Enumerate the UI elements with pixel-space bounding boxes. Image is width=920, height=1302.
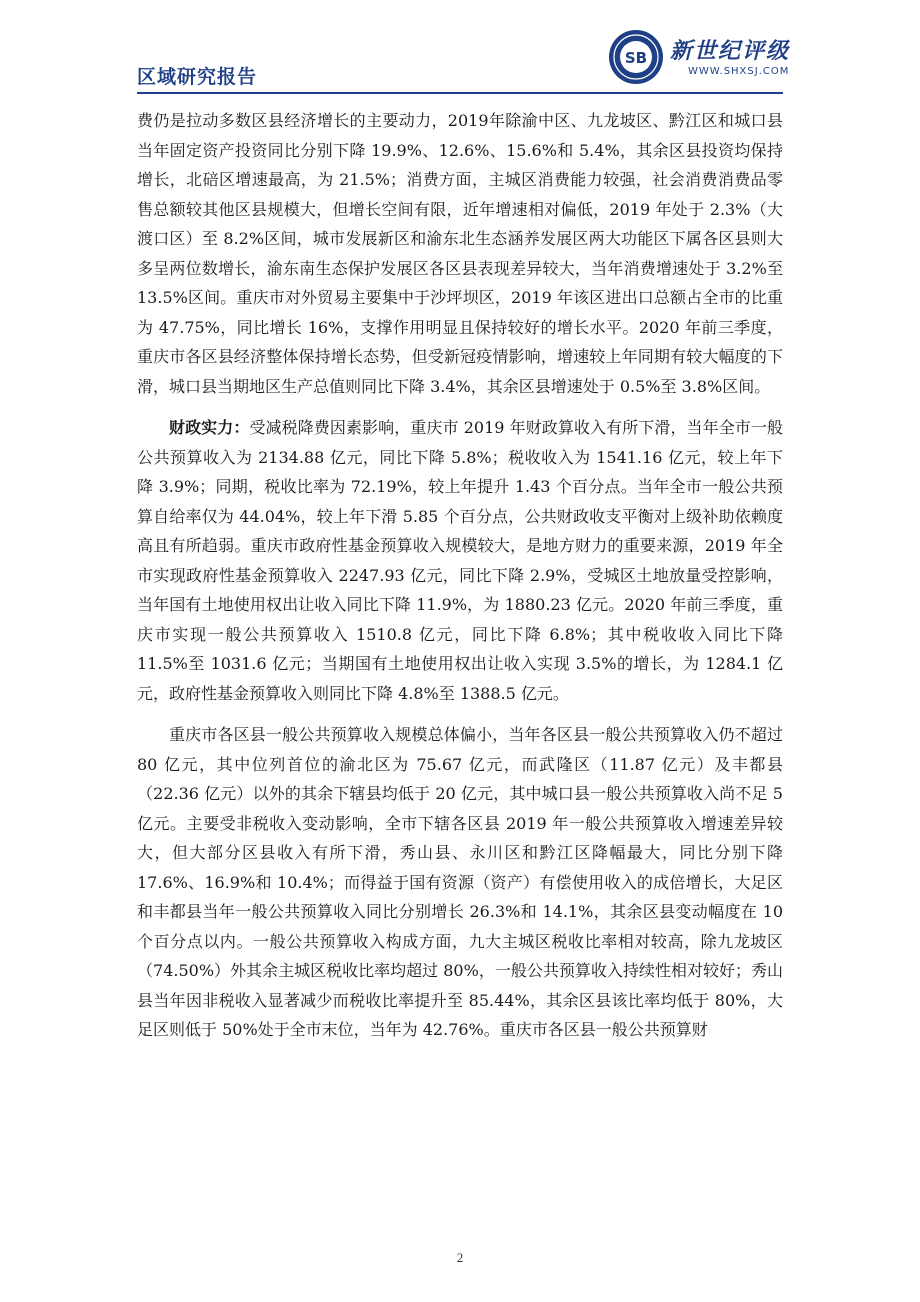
paragraph-fiscal-strength [137,413,783,708]
company-logo-icon [607,28,665,86]
page-number: 2 [456,1250,464,1265]
paragraph-district-revenue [137,720,783,1045]
report-section-title: 区域研究报告 [137,66,258,88]
report-body [137,106,783,1057]
paragraph-text: 费仍是拉动多数区县经济增长的主要动力，2019年除渝中区、九龙坡区、黔江区和城口县当年固定资产投资同比分别下降 19.9%、12.6%、15.6%和 5.4%，其余区县投资均保持增长，北碚区增速最高，为 21.5%；消费方面，主城区消费能力较强，社会消费消费品零售总额较其他区县规模大，但增长空间有限，近年增速相对偏低，2019 年处于 2.3%（大渡口区）至 8.2%区间，城市发展新区和渝东北生态涵养发展区两大功能区下属各区县则大多呈两位数增长，渝东南生态保护发展区各区县表现差异较大，当年消费增速处于 3.2%至 13.5%区间。重庆市对外贸易主要集中于沙坪坝区，2019 年该区进出口总额占全市的比重为 47.75%，同比增长 16%，支撑作用明显且保持较好的增长水平。2020 年前三季度，重庆市各区县经济整体保持增长态势，但受新冠疫情影响，增速较上年同期有较大幅度的下滑，城口县当期地区生产总值则同比下降 3.4%，其余区县增速处于 0.5%至 3.8%区间。 [137,111,783,396]
paragraph-text: 受减税降费因素影响，重庆市 2019 年财政算收入有所下滑，当年全市一般公共预算收入为 2134.88 亿元，同比下降 5.8%；税收收入为 1541.16 亿元，较上年下降 3.9%；同期，税收比率为 72.19%，较上年提升 1.43 个百分点。当年全市一般公共预算自给率仅为 44.04%，较上年下滑 5.85 个百分点，公共财政收支平衡对上级补助依赖度高且有所趋弱。重庆市政府性基金预算收入规模较大，是地方财力的重要来源，2019 年全市实现政府性基金预算收入 2247.93 亿元，同比下降 2.9%，受城区土地放量受控影响，当年国有土地使用权出让收入同比下降 11.9%，为 1880.23 亿元。2020 年前三季度，重庆市实现一般公共预算收入 1510.8 亿元，同比下降 6.8%；其中税收收入同比下降 11.5%至 1031.6 亿元；当期国有土地使用权出让收入实现 3.5%的增长，为 1284.1 亿元，政府性基金预算收入则同比下降 4.8%至 1388.5 亿元。 [137,418,783,703]
company-name: 新世纪评级 [670,39,791,64]
paragraph-lead: 财政实力： [169,418,250,437]
paragraph-consumption [137,106,783,401]
logo-emblem-text: SB [624,49,648,67]
header-divider [137,92,783,94]
page-header [0,0,920,110]
company-url: WWW.SHXSJ.COM [688,66,790,77]
paragraph-text: 重庆市各区县一般公共预算收入规模总体偏小，当年各区县一般公共预算收入仍不超过 80 亿元，其中位列首位的渝北区为 75.67 亿元，而武隆区（11.87 亿元）及丰都县（22.36 亿元）以外的其余下辖县均低于 20 亿元，其中城口县一般公共预算收入尚不足 5 亿元。主要受非税收入变动影响，全市下辖各区县 2019 年一般公共预算收入增速差异较大，但大部分区县收入有所下滑，秀山县、永川区和黔江区降幅最大，同比分别下降 17.6%、16.9%和 10.4%；而得益于国有资源（资产）有偿使用收入的成倍增长，大足区和丰都县当年一般公共预算收入同比分别增长 26.3%和 14.1%，其余区县变动幅度在 10 个百分点以内。一般公共预算收入构成方面，九大主城区税收比率相对较高，除九龙坡区（74.50%）外其余主城区税收比率均超过 80%，一般公共预算收入持续性相对较好；秀山县当年因非税收入显著减少而税收比率提升至 85.44%，其余区县该比率均低于 80%，大足区则低于 50%处于全市末位，当年为 42.76%。重庆市各区县一般公共预算财 [137,725,783,1039]
